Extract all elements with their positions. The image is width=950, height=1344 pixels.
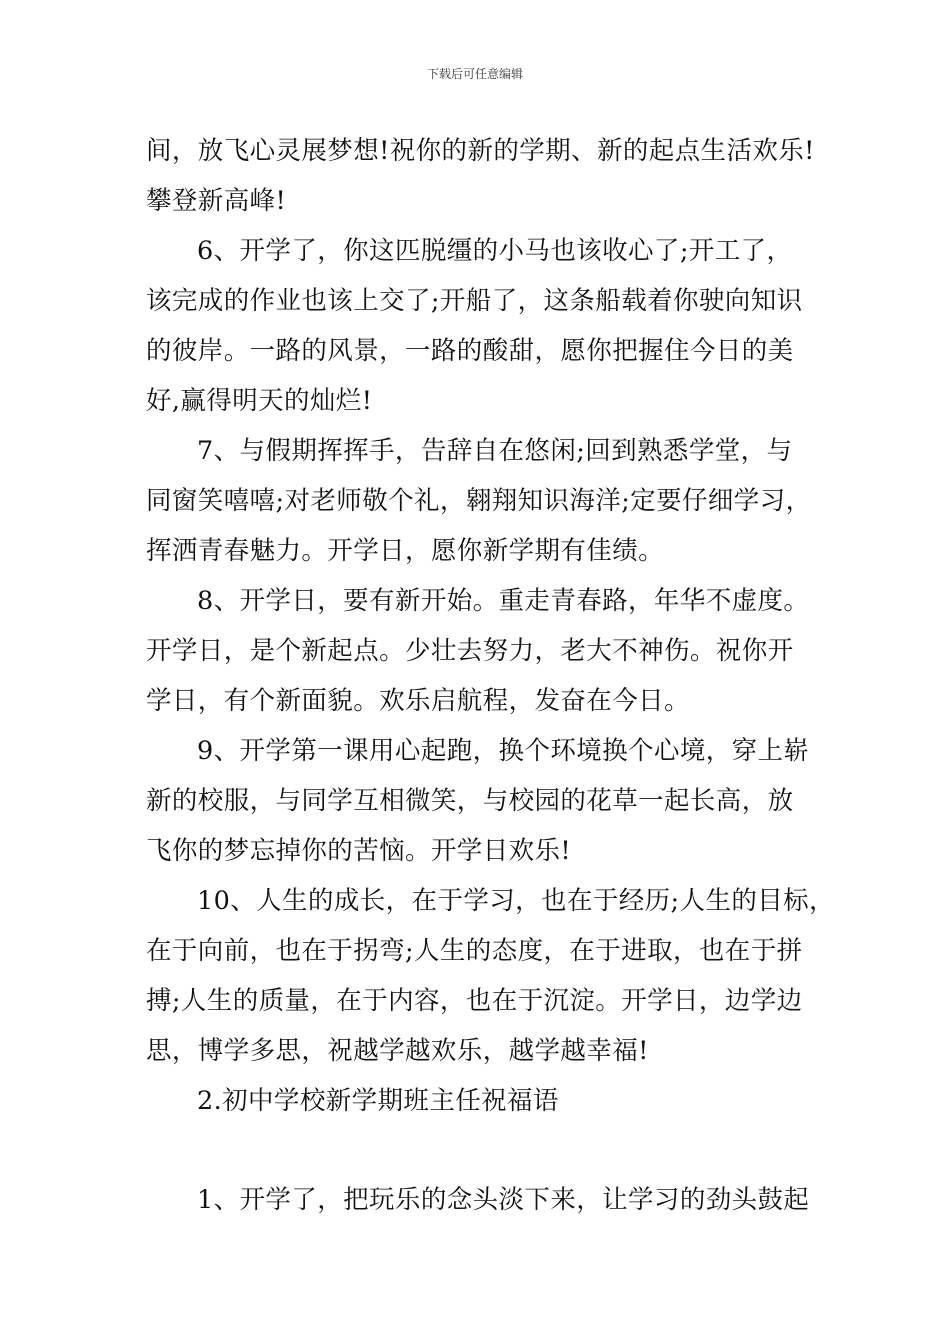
page-header-note: 下载后可任意编辑 bbox=[426, 67, 523, 81]
text-line: 间，放飞心灵展梦想!祝你的新的学期、新的起点生活欢乐! bbox=[146, 136, 815, 166]
text-line: 思，博学多思，祝越学越欢乐，越学越幸福! bbox=[146, 1036, 649, 1066]
text-line: 学日，有个新面貌。欢乐启航程，发奋在今日。 bbox=[146, 686, 690, 716]
text-line: 攀登新高峰! bbox=[146, 186, 287, 216]
text-line: 的彼岸。一路的风景，一路的酸甜，愿你把握住今日的美 bbox=[146, 336, 794, 366]
text-line: 6、开学了，你这匹脱缰的小马也该收心了;开工了， bbox=[197, 236, 793, 266]
text-line: 好,赢得明天的灿烂! bbox=[146, 386, 373, 416]
text-line: 1、开学了，把玩乐的念头淡下来，让学习的劲头鼓起 bbox=[197, 1185, 810, 1215]
text-line: 挥洒青春魅力。开学日，愿你新学期有佳绩。 bbox=[146, 536, 665, 566]
text-line: 在于向前，也在于拐弯;人生的态度，在于进取，也在于拼 bbox=[146, 936, 803, 966]
text-line: 飞你的梦忘掉你的苦恼。开学日欢乐! bbox=[146, 836, 572, 866]
text-line: 该完成的作业也该上交了;开船了，这条船载着你驶向知识 bbox=[146, 286, 803, 316]
text-line: 10、人生的成长，在于学习，也在于经历;人生的目标， bbox=[197, 886, 835, 916]
blank-line bbox=[146, 1126, 836, 1175]
text-line: 8、开学日，要有新开始。重走青春路，年华不虚度。 bbox=[197, 586, 810, 616]
text-line: 同窗笑嘻嘻;对老师敬个礼，翱翔知识海洋;定要仔细学习， bbox=[146, 486, 812, 516]
section-heading: 2.初中学校新学期班主任祝福语 bbox=[197, 1086, 559, 1116]
document-body bbox=[146, 126, 836, 1225]
text-line: 9、开学第一课用心起跑，换个环境换个心境，穿上崭 bbox=[197, 736, 810, 766]
text-line: 开学日，是个新起点。少壮去努力，老大不神伤。祝你开 bbox=[146, 636, 794, 666]
text-line: 搏;人生的质量，在于内容，也在于沉淀。开学日，边学边 bbox=[146, 986, 803, 1016]
text-line: 7、与假期挥挥手，告辞自在悠闲;回到熟悉学堂，与 bbox=[197, 436, 793, 466]
text-line: 新的校服，与同学互相微笑，与校园的花草一起长高，放 bbox=[146, 786, 794, 816]
